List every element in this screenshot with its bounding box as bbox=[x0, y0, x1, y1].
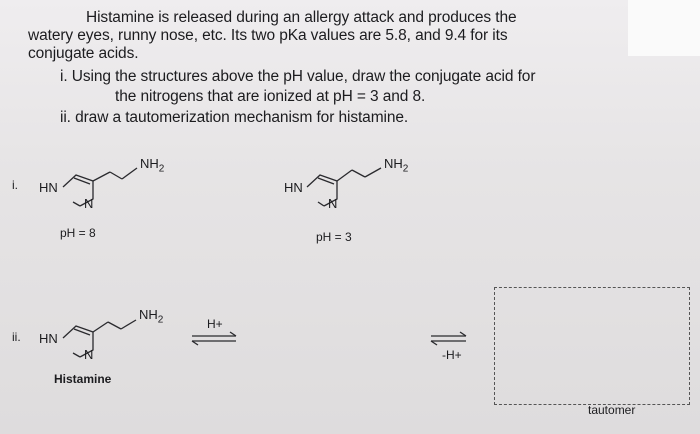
ph-label-3: pH = 3 bbox=[316, 230, 352, 244]
h-plus-label: H+ bbox=[207, 317, 223, 331]
question-line-5: the nitrogens that are ionized at pH = 3 and 8. bbox=[115, 88, 426, 105]
tautomer-caption: tautomer bbox=[588, 403, 636, 417]
part-ii-label: ii. bbox=[12, 330, 21, 344]
question-line-2: watery eyes, runny nose, etc. Its two pKa values are 5.8, and 9.4 for its bbox=[28, 27, 508, 44]
nh2-label: $NH_2$ bbox=[384, 156, 409, 175]
nh2-label: $NH_2$ bbox=[139, 307, 164, 326]
tautomer-answer-box[interactable] bbox=[494, 287, 690, 405]
question-line-3: conjugate acids. bbox=[28, 45, 139, 62]
n-label: N bbox=[328, 196, 338, 211]
nh2-label: $NH_2$ bbox=[140, 156, 165, 175]
hn-label: HN bbox=[39, 331, 58, 346]
histamine-label: Histamine bbox=[54, 372, 112, 386]
hn-label: HN bbox=[284, 180, 303, 195]
question-line-4: i. Using the structures above the pH value, draw the conjugate acid for bbox=[60, 68, 536, 85]
ph-label-8: pH = 8 bbox=[60, 226, 96, 240]
part-i-label: i. bbox=[12, 178, 18, 192]
question-line-1: Histamine is released during an allergy attack and produces the bbox=[86, 9, 517, 26]
hn-label: HN bbox=[39, 180, 58, 195]
question-line-6: ii. draw a tautomerization mechanism for histamine. bbox=[60, 109, 409, 126]
n-label: N bbox=[84, 196, 94, 211]
minus-h-plus-label: -H+ bbox=[442, 348, 462, 362]
n-label: N bbox=[84, 347, 94, 362]
